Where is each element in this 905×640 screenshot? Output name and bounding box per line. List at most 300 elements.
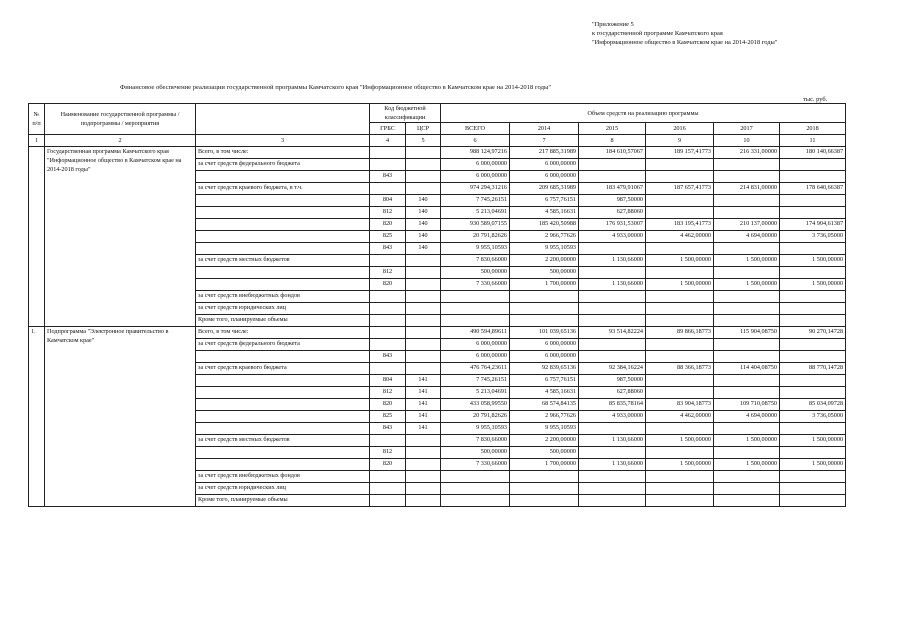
amount-cell: 216 331,00000 (714, 147, 780, 159)
amount-cell: 7 830,66000 (441, 435, 510, 447)
amount-cell: 1 500,00000 (780, 435, 846, 447)
amount-cell: 92 839,65136 (510, 363, 579, 375)
amount-cell (579, 171, 646, 183)
amount-cell (714, 351, 780, 363)
header-2014: 2014 (510, 123, 579, 135)
csr-code (406, 339, 441, 351)
amount-cell: 627,88060 (579, 387, 646, 399)
column-number: 8 (579, 135, 646, 147)
csr-code: 140 (406, 243, 441, 255)
csr-code (406, 291, 441, 303)
amount-cell: 83 904,18773 (646, 399, 714, 411)
amount-cell: 476 764,23611 (441, 363, 510, 375)
amount-cell: 4 462,00000 (646, 411, 714, 423)
amount-cell: 1 500,00000 (646, 255, 714, 267)
funding-source (196, 375, 370, 387)
amount-cell: 1 130,66000 (579, 459, 646, 471)
amount-cell (441, 303, 510, 315)
amount-cell: 187 657,41773 (646, 183, 714, 195)
amount-cell: 988 124,97216 (441, 147, 510, 159)
csr-code: 141 (406, 423, 441, 435)
amount-cell (780, 339, 846, 351)
amount-cell: 4 694,00000 (714, 231, 780, 243)
amount-cell (780, 159, 846, 171)
grbs-code (370, 327, 406, 339)
amount-cell (714, 207, 780, 219)
grbs-code: 820 (370, 459, 406, 471)
amount-cell: 115 904,08750 (714, 327, 780, 339)
amount-cell: 20 791,82626 (441, 411, 510, 423)
appendix-note (592, 20, 777, 47)
grbs-code (370, 339, 406, 351)
amount-cell (780, 447, 846, 459)
amount-cell (780, 375, 846, 387)
funding-source: за счет средств внебюджетных фондов (196, 291, 370, 303)
csr-code: 140 (406, 195, 441, 207)
document-title: Финансовое обеспечение реализации государственной программы Камчатского края "Информационное общество в Камчатском крае на 2014-2018 годы" (120, 84, 552, 91)
amount-cell: 114 404,08750 (714, 363, 780, 375)
amount-cell: 930 589,07155 (441, 219, 510, 231)
csr-code (406, 255, 441, 267)
amount-cell (714, 303, 780, 315)
amount-cell (646, 447, 714, 459)
amount-cell (579, 495, 646, 507)
amount-cell (780, 243, 846, 255)
amount-cell: 6 000,00000 (441, 171, 510, 183)
amount-cell (780, 351, 846, 363)
amount-cell: 174 904,61387 (780, 219, 846, 231)
grbs-code: 812 (370, 267, 406, 279)
csr-code (406, 495, 441, 507)
grbs-code: 804 (370, 195, 406, 207)
amount-cell: 183 195,41773 (646, 219, 714, 231)
grbs-code (370, 255, 406, 267)
program-name: Подпрограмма "Электронное правительство в Камчатском крае" (45, 327, 196, 507)
amount-cell (780, 387, 846, 399)
header-name: Наименование государственной программы / подпрограммы / мероприятия (45, 104, 196, 135)
table-row (29, 147, 846, 159)
column-number: 3 (196, 135, 370, 147)
amount-cell: 7 745,26151 (441, 375, 510, 387)
row-number (29, 147, 45, 327)
column-number: 5 (406, 135, 441, 147)
amount-cell: 7 830,66000 (441, 255, 510, 267)
header-2017: 2017 (714, 123, 780, 135)
amount-cell: 210 137,00000 (714, 219, 780, 231)
amount-cell (714, 291, 780, 303)
amount-cell: 90 270,14728 (780, 327, 846, 339)
csr-code (406, 459, 441, 471)
amount-cell (714, 423, 780, 435)
amount-cell (579, 471, 646, 483)
amount-cell: 433 058,99550 (441, 399, 510, 411)
funding-source: Всего, в том числе: (196, 327, 370, 339)
amount-cell (646, 291, 714, 303)
funding-source (196, 171, 370, 183)
amount-cell (780, 315, 846, 327)
csr-code: 141 (406, 411, 441, 423)
csr-code (406, 363, 441, 375)
grbs-code (370, 495, 406, 507)
grbs-code: 820 (370, 219, 406, 231)
amount-cell: 2 200,00000 (510, 435, 579, 447)
amount-cell (510, 471, 579, 483)
amount-cell: 1 130,66000 (579, 255, 646, 267)
amount-cell: 974 294,31216 (441, 183, 510, 195)
amount-cell (646, 303, 714, 315)
amount-cell (714, 375, 780, 387)
column-number: 10 (714, 135, 780, 147)
csr-code: 141 (406, 375, 441, 387)
grbs-code (370, 303, 406, 315)
header-no: № п/п (29, 104, 45, 135)
amount-cell (646, 375, 714, 387)
grbs-code: 820 (370, 279, 406, 291)
amount-cell (579, 243, 646, 255)
grbs-code (370, 183, 406, 195)
amount-cell (441, 471, 510, 483)
amount-cell: 184 610,57067 (579, 147, 646, 159)
amount-cell: 3 736,05000 (780, 231, 846, 243)
amount-cell (646, 195, 714, 207)
amount-cell: 6 000,00000 (510, 351, 579, 363)
header-2016: 2016 (646, 123, 714, 135)
amount-cell: 93 514,82224 (579, 327, 646, 339)
grbs-code: 820 (370, 399, 406, 411)
amount-cell (510, 291, 579, 303)
csr-code (406, 351, 441, 363)
funding-source: за счет средств местных бюджетов (196, 435, 370, 447)
amount-cell: 6 757,76151 (510, 375, 579, 387)
grbs-code (370, 159, 406, 171)
amount-cell: 214 831,00000 (714, 183, 780, 195)
amount-cell (579, 447, 646, 459)
amount-cell (714, 339, 780, 351)
amount-cell (646, 315, 714, 327)
amount-cell (780, 207, 846, 219)
amount-cell: 88 366,18773 (646, 363, 714, 375)
grbs-code (370, 291, 406, 303)
amount-cell: 6 000,00000 (510, 159, 579, 171)
header-2018: 2018 (780, 123, 846, 135)
funding-source (196, 207, 370, 219)
column-number: 1 (29, 135, 45, 147)
grbs-code: 843 (370, 423, 406, 435)
amount-cell: 4 585,16631 (510, 207, 579, 219)
amount-cell (646, 351, 714, 363)
amount-cell (579, 303, 646, 315)
amount-cell: 7 330,66000 (441, 459, 510, 471)
amount-cell: 183 479,91067 (579, 183, 646, 195)
table-row (29, 327, 846, 339)
amount-cell (714, 315, 780, 327)
funding-source (196, 459, 370, 471)
amount-cell: 109 710,08750 (714, 399, 780, 411)
amount-cell (646, 495, 714, 507)
amount-cell (714, 159, 780, 171)
column-number: 6 (441, 135, 510, 147)
amount-cell: 7 330,66000 (441, 279, 510, 291)
amount-cell: 1 500,00000 (714, 435, 780, 447)
amount-cell: 4 933,00000 (579, 231, 646, 243)
amount-cell (714, 495, 780, 507)
amount-cell (646, 423, 714, 435)
csr-code: 141 (406, 399, 441, 411)
amount-cell (579, 267, 646, 279)
amount-cell (579, 159, 646, 171)
amount-cell: 500,00000 (510, 267, 579, 279)
funding-source: за счет средств краевого бюджета, в т.ч. (196, 183, 370, 195)
funding-source (196, 447, 370, 459)
grbs-code: 843 (370, 351, 406, 363)
amount-cell (714, 447, 780, 459)
amount-cell (714, 171, 780, 183)
funding-source (196, 387, 370, 399)
appendix-line: "Информационное общество в Камчатском крае на 2014-2018 годы" (592, 39, 778, 46)
amount-cell: 180 140,66387 (780, 147, 846, 159)
amount-cell (510, 483, 579, 495)
appendix-line: "Приложение 5 (592, 21, 634, 28)
funding-source: за счет средств внебюджетных фондов (196, 471, 370, 483)
amount-cell: 1 500,00000 (780, 459, 846, 471)
funding-source: Кроме того, планируемые объемы (196, 315, 370, 327)
amount-cell: 4 585,16631 (510, 387, 579, 399)
column-number: 11 (780, 135, 846, 147)
amount-cell (780, 495, 846, 507)
amount-cell (646, 267, 714, 279)
csr-code (406, 435, 441, 447)
header-row (29, 104, 846, 123)
amount-cell (780, 171, 846, 183)
grbs-code: 825 (370, 231, 406, 243)
amount-cell (780, 423, 846, 435)
csr-code (406, 447, 441, 459)
amount-cell: 6 000,00000 (510, 171, 579, 183)
funding-source: за счет средств федерального бюджета (196, 159, 370, 171)
amount-cell: 209 685,31989 (510, 183, 579, 195)
amount-cell: 5 213,04691 (441, 387, 510, 399)
funding-source (196, 219, 370, 231)
amount-cell: 92 384,16224 (579, 363, 646, 375)
column-number: 7 (510, 135, 579, 147)
funding-source (196, 411, 370, 423)
grbs-code: 843 (370, 171, 406, 183)
funding-source (196, 243, 370, 255)
csr-code (406, 303, 441, 315)
appendix-line: к государственной программе Камчатского края (592, 30, 723, 37)
funding-source: за счет средств краевого бюджета (196, 363, 370, 375)
amount-cell: 2 966,77626 (510, 231, 579, 243)
column-number: 2 (45, 135, 196, 147)
amount-cell: 9 955,10593 (441, 423, 510, 435)
funding-source (196, 231, 370, 243)
amount-cell: 500,00000 (441, 267, 510, 279)
funding-source: Кроме того, планируемые объемы (196, 495, 370, 507)
csr-code (406, 159, 441, 171)
amount-cell: 178 640,66387 (780, 183, 846, 195)
amount-cell (714, 483, 780, 495)
program-name: Государственная программа Камчатского края "Информационное общество в Камчатском крае на 2014-2018 годы" (45, 147, 196, 327)
amount-cell: 2 200,00000 (510, 255, 579, 267)
amount-cell: 9 955,10593 (510, 243, 579, 255)
funding-source: за счет средств местных бюджетов (196, 255, 370, 267)
amount-cell: 1 500,00000 (646, 459, 714, 471)
amount-cell (646, 207, 714, 219)
amount-cell (579, 315, 646, 327)
amount-cell: 1 500,00000 (646, 279, 714, 291)
amount-cell: 4 933,00000 (579, 411, 646, 423)
amount-cell: 6 000,00000 (441, 339, 510, 351)
column-number: 4 (370, 135, 406, 147)
amount-cell: 85 835,78164 (579, 399, 646, 411)
amount-cell (646, 471, 714, 483)
amount-cell (780, 267, 846, 279)
amount-cell (579, 483, 646, 495)
amount-cell (646, 483, 714, 495)
csr-code: 140 (406, 219, 441, 231)
amount-cell (579, 351, 646, 363)
funding-source (196, 423, 370, 435)
funding-source (196, 351, 370, 363)
csr-code (406, 327, 441, 339)
amount-cell: 1 700,00000 (510, 279, 579, 291)
header-grbs: ГРБС (370, 123, 406, 135)
amount-cell: 189 157,41773 (646, 147, 714, 159)
funding-source (196, 399, 370, 411)
financing-table (28, 103, 846, 507)
csr-code (406, 147, 441, 159)
amount-cell: 88 770,14728 (780, 363, 846, 375)
amount-cell: 1 700,00000 (510, 459, 579, 471)
amount-cell: 20 791,82626 (441, 231, 510, 243)
amount-cell: 1 500,00000 (780, 279, 846, 291)
amount-cell (579, 291, 646, 303)
amount-cell: 217 885,31989 (510, 147, 579, 159)
amount-cell (579, 423, 646, 435)
amount-cell (714, 267, 780, 279)
amount-cell (646, 387, 714, 399)
amount-cell: 6 000,00000 (441, 351, 510, 363)
amount-cell (780, 483, 846, 495)
funding-source (196, 279, 370, 291)
amount-cell (510, 315, 579, 327)
csr-code: 141 (406, 387, 441, 399)
amount-cell (780, 471, 846, 483)
amount-cell (714, 195, 780, 207)
grbs-code (370, 435, 406, 447)
amount-cell (510, 303, 579, 315)
units-label: тыс. руб. (803, 96, 828, 103)
amount-cell: 85 034,09728 (780, 399, 846, 411)
amount-cell: 4 462,00000 (646, 231, 714, 243)
amount-cell (441, 315, 510, 327)
amount-cell: 89 866,18773 (646, 327, 714, 339)
csr-code (406, 171, 441, 183)
amount-cell: 1 500,00000 (714, 459, 780, 471)
funding-source: за счет средств юридических лиц (196, 303, 370, 315)
amount-cell: 500,00000 (510, 447, 579, 459)
amount-cell: 68 574,84135 (510, 399, 579, 411)
amount-cell: 6 000,00000 (441, 159, 510, 171)
grbs-code: 804 (370, 375, 406, 387)
column-number-row (29, 135, 846, 147)
amount-cell: 1 500,00000 (714, 255, 780, 267)
amount-cell: 627,88060 (579, 207, 646, 219)
header-csr: ЦСР (406, 123, 441, 135)
amount-cell (510, 495, 579, 507)
amount-cell: 9 955,10593 (510, 423, 579, 435)
amount-cell (646, 171, 714, 183)
funding-source: за счет средств юридических лиц (196, 483, 370, 495)
amount-cell: 9 955,10593 (441, 243, 510, 255)
amount-cell (441, 291, 510, 303)
csr-code (406, 267, 441, 279)
grbs-code (370, 315, 406, 327)
grbs-code: 825 (370, 411, 406, 423)
table-body (29, 147, 846, 507)
header-total: ВСЕГО (441, 123, 510, 135)
amount-cell (780, 303, 846, 315)
row-number: 1. (29, 327, 45, 507)
header-2015: 2015 (579, 123, 646, 135)
funding-source (196, 267, 370, 279)
grbs-code: 812 (370, 447, 406, 459)
amount-cell: 176 931,53007 (579, 219, 646, 231)
csr-code (406, 279, 441, 291)
amount-cell: 987,50000 (579, 195, 646, 207)
grbs-code: 812 (370, 387, 406, 399)
amount-cell: 500,00000 (441, 447, 510, 459)
csr-code (406, 315, 441, 327)
amount-cell (780, 291, 846, 303)
amount-cell: 1 500,00000 (714, 279, 780, 291)
header-source (196, 104, 370, 135)
grbs-code (370, 483, 406, 495)
amount-cell: 7 745,26151 (441, 195, 510, 207)
amount-cell (441, 495, 510, 507)
amount-cell: 101 039,65136 (510, 327, 579, 339)
csr-code (406, 183, 441, 195)
funding-source: за счет средств федерального бюджета (196, 339, 370, 351)
amount-cell: 2 966,77626 (510, 411, 579, 423)
amount-cell (441, 483, 510, 495)
amount-cell: 4 694,00000 (714, 411, 780, 423)
amount-cell: 3 736,05000 (780, 411, 846, 423)
funding-source (196, 195, 370, 207)
grbs-code (370, 471, 406, 483)
grbs-code: 843 (370, 243, 406, 255)
grbs-code (370, 147, 406, 159)
grbs-code: 812 (370, 207, 406, 219)
amount-cell: 185 420,50988 (510, 219, 579, 231)
csr-code (406, 483, 441, 495)
column-number: 9 (646, 135, 714, 147)
grbs-code (370, 363, 406, 375)
amount-cell (714, 471, 780, 483)
amount-cell (714, 387, 780, 399)
amount-cell: 1 130,66000 (579, 435, 646, 447)
amount-cell: 6 000,00000 (510, 339, 579, 351)
amount-cell (579, 339, 646, 351)
header-code: Код бюджетной классификации (370, 104, 441, 123)
amount-cell: 1 500,00000 (780, 255, 846, 267)
amount-cell (780, 195, 846, 207)
csr-code: 140 (406, 207, 441, 219)
header-volume: Объем средств на реализацию программы (441, 104, 846, 123)
amount-cell: 1 130,66000 (579, 279, 646, 291)
amount-cell (646, 243, 714, 255)
csr-code: 140 (406, 231, 441, 243)
